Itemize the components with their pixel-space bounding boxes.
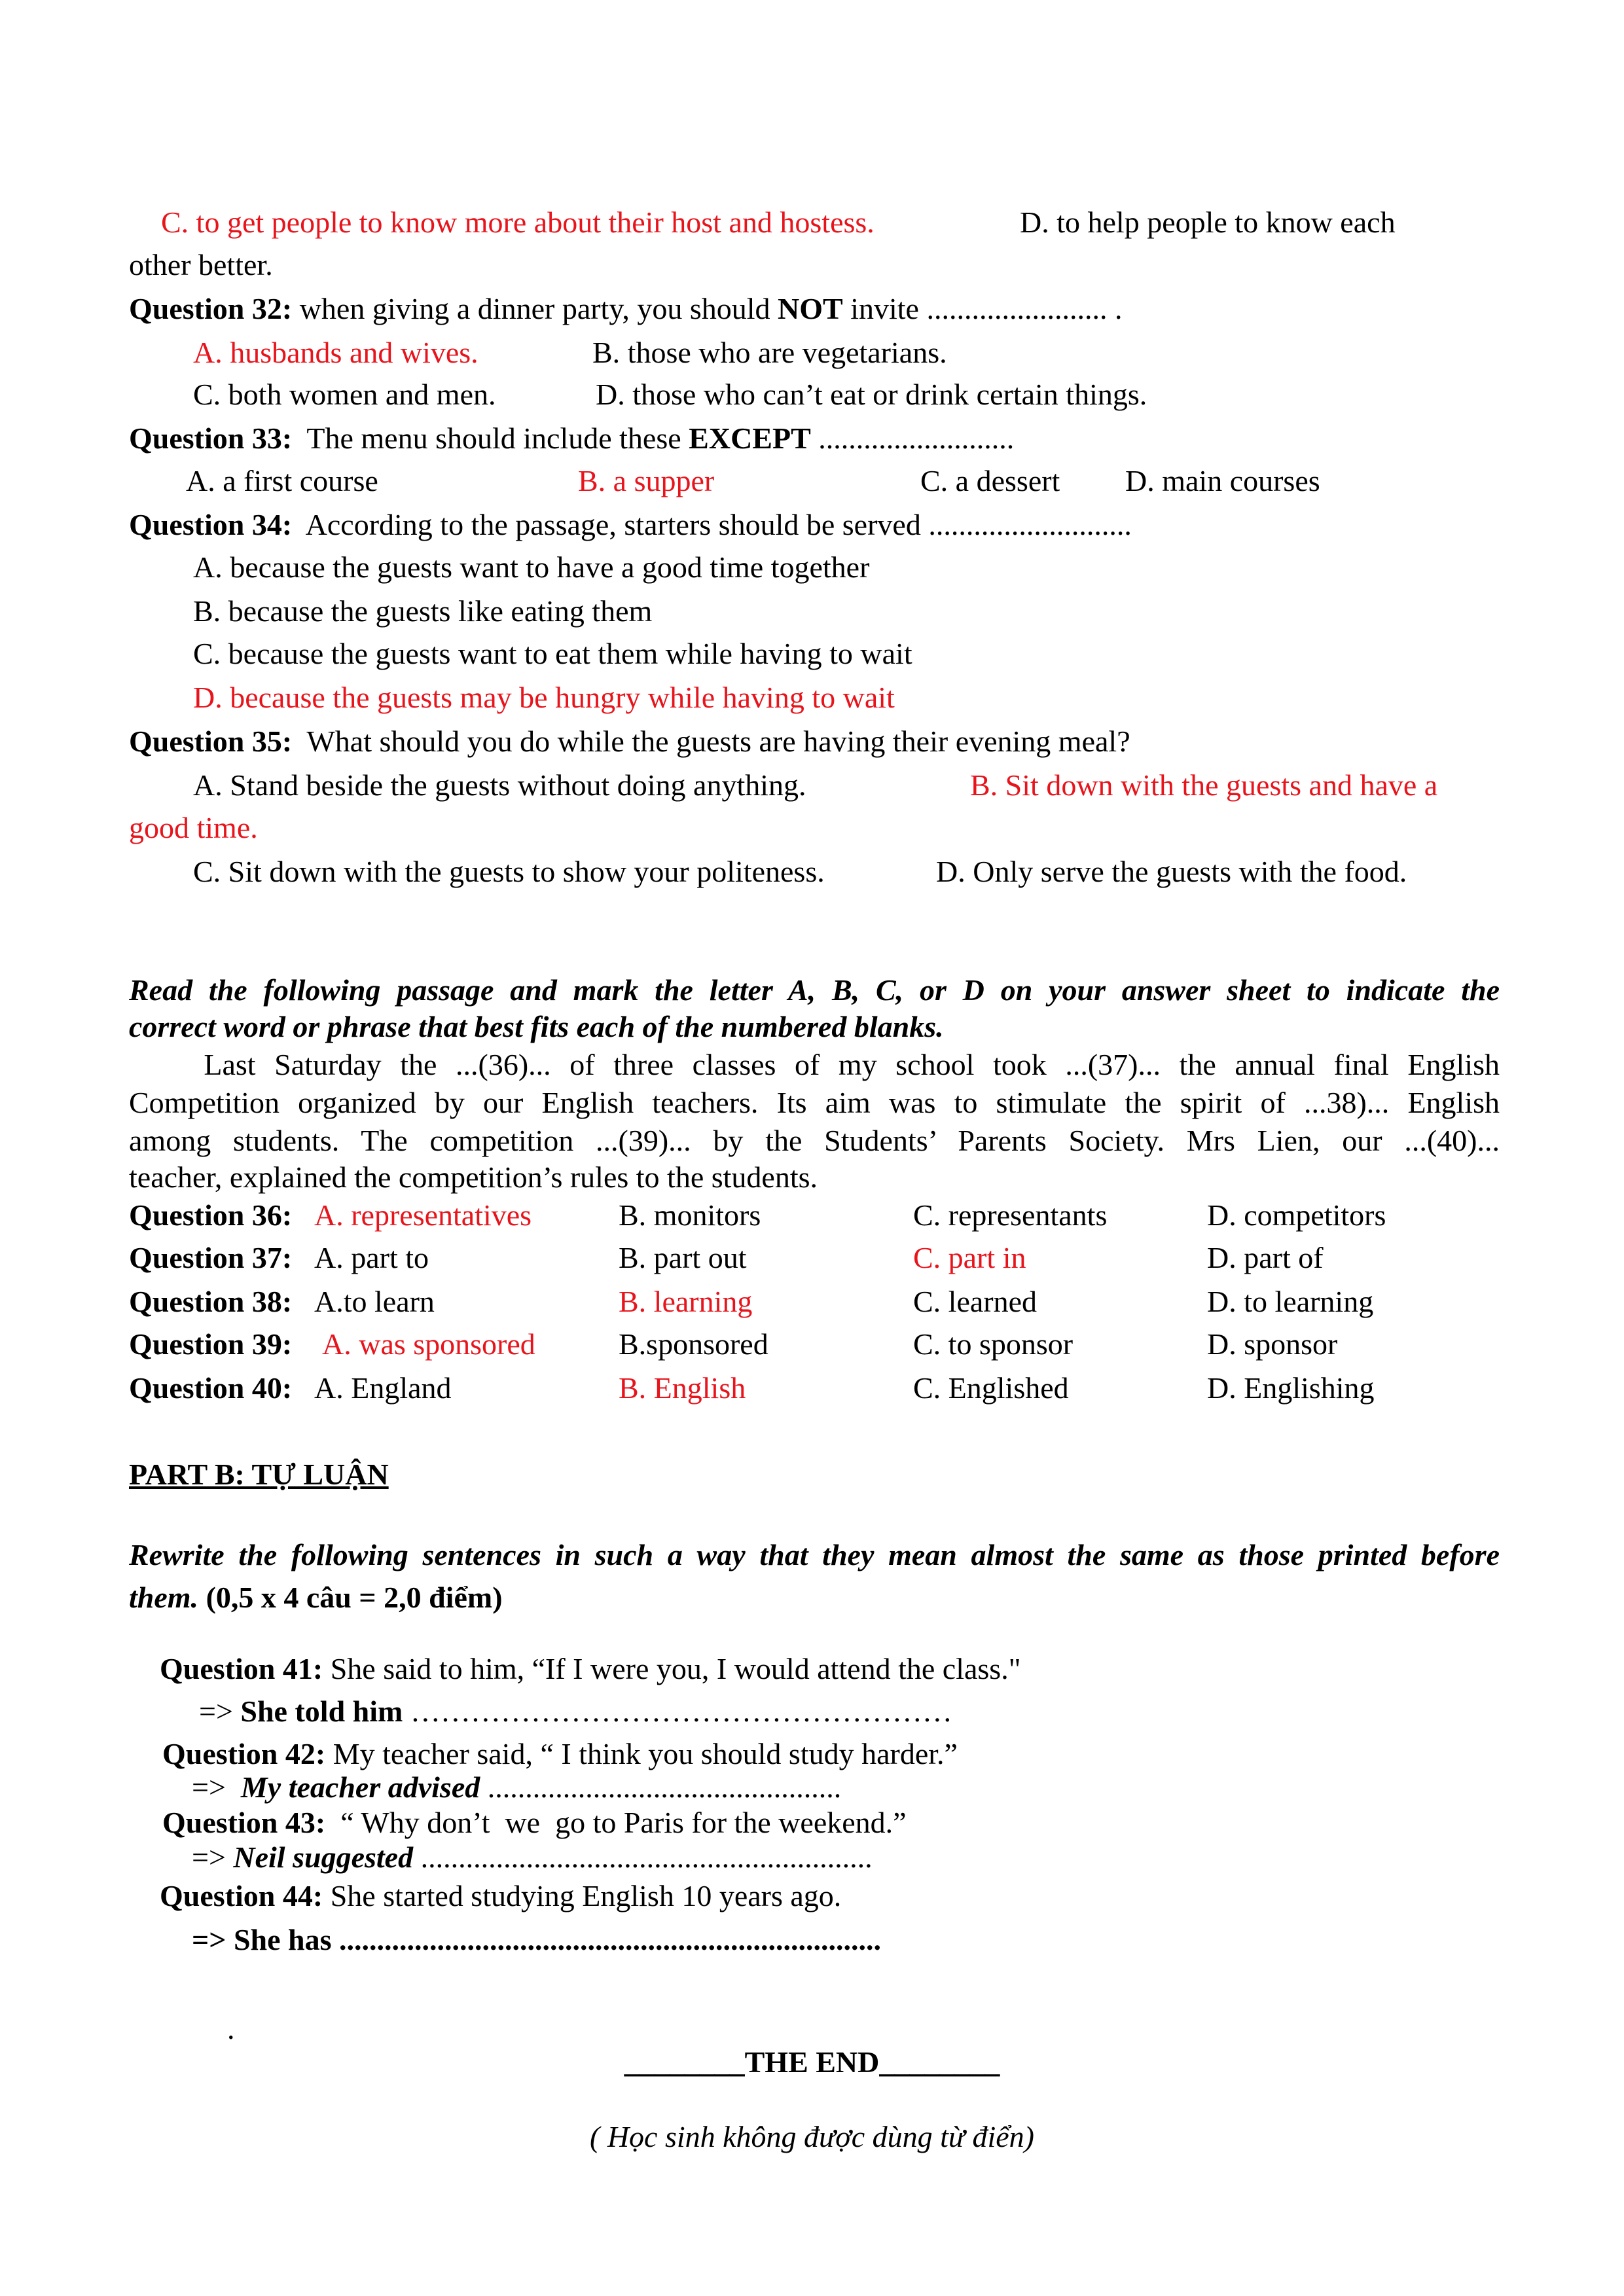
cloze-option-d: D. Englishing xyxy=(1207,1371,1375,1405)
cloze-question-label: Question 38: xyxy=(129,1285,293,1318)
q35-option-b: B. Sit down with the guests and have a xyxy=(970,768,1438,802)
cloze-option-c: C. learned xyxy=(913,1285,1038,1318)
passage-instruction: Read the following passage and mark the letter A, B, C, or D on your answer sheet to indicate the xyxy=(129,973,1500,1007)
passage-line: Competition organized by our English teachers. Its aim was to stimulate the spirit of ...38)... English xyxy=(129,1086,1500,1119)
q32-option-a: A. husbands and wives. xyxy=(193,336,478,369)
q42-answer-line: => My teacher advised ............................................... xyxy=(192,1770,842,1804)
q41-answer-line: => She told him ……………………………………………… xyxy=(199,1695,952,1728)
q34-option-a: A. because the guests want to have a good time together xyxy=(193,550,870,584)
q35-stem: Question 35: What should you do while the guests are having their evening meal? xyxy=(129,725,1130,758)
q33-option-a: A. a first course xyxy=(186,464,378,497)
the-end: ________THE END________ xyxy=(624,2045,1000,2079)
q31-option-d-cont: other better. xyxy=(129,248,273,281)
passage-line: among students. The competition ...(39)... by the Students’ Parents Society. Mrs Lien, our ...(40)... xyxy=(129,1124,1500,1157)
q32-option-b: B. those who are vegetarians. xyxy=(592,336,947,369)
cloze-option-c: C. part in xyxy=(913,1241,1026,1274)
q32-label: Question 32: xyxy=(129,292,293,325)
cloze-question-label: Question 36: xyxy=(129,1198,293,1232)
passage-instruction-cont: correct word or phrase that best fits each of the numbered blanks. xyxy=(129,1010,944,1043)
cloze-option-b: B. English xyxy=(619,1371,746,1405)
cloze-option-c: C. representants xyxy=(913,1198,1108,1232)
cloze-option-c: C. to sponsor xyxy=(913,1327,1074,1361)
passage-line: teacher, explained the competition’s rules to the students. xyxy=(129,1160,818,1194)
q44-stem: Question 44: She started studying English 10 years ago. xyxy=(160,1879,842,1912)
q34-option-d: D. because the guests may be hungry while having to wait xyxy=(193,681,895,714)
q32-option-c: C. both women and men. xyxy=(193,378,496,411)
cloze-question-label: Question 37: xyxy=(129,1241,293,1274)
q41-stem: Question 41: She said to him, “If I were you, I would attend the class." xyxy=(160,1652,1021,1685)
q44-answer-line: => She has ........................................................................ xyxy=(192,1923,882,1956)
passage-line: Last Saturday the ...(36)... of three classes of my school took ...(37)... the annual final English xyxy=(129,1048,1500,1081)
cloze-option-d: D. to learning xyxy=(1207,1285,1374,1318)
cloze-option-a: A. England xyxy=(314,1371,452,1405)
q42-stem: Question 42: My teacher said, “ I think you should study harder.” xyxy=(162,1737,958,1770)
cloze-option-d: D. part of xyxy=(1207,1241,1324,1274)
cloze-option-a: A. part to xyxy=(314,1241,429,1274)
q43-stem: Question 43: “ Why don’t we go to Paris for the weekend.” xyxy=(162,1806,907,1839)
q34-option-c: C. because the guests want to eat them while having to wait xyxy=(193,637,912,670)
cloze-option-a: A. was sponsored xyxy=(322,1327,535,1361)
cloze-option-b: B.sponsored xyxy=(619,1327,768,1361)
q33-option-d: D. main courses xyxy=(1125,464,1320,497)
q43-answer-line: => Neil suggested ............................................................ xyxy=(192,1840,873,1874)
part-b-title: PART B: TỰ LUẬN xyxy=(129,1458,389,1491)
q33-stem: Question 33: The menu should include these EXCEPT .......................... xyxy=(129,422,1015,455)
q35-option-c: C. Sit down with the guests to show your politeness. xyxy=(193,855,825,888)
cloze-option-c: C. Englished xyxy=(913,1371,1069,1405)
cloze-option-b: B. monitors xyxy=(619,1198,761,1232)
q31-option-c: C. to get people to know more about their host and hostess. xyxy=(161,206,875,239)
q35-option-a: A. Stand beside the guests without doing anything. xyxy=(193,768,806,802)
cloze-option-d: D. competitors xyxy=(1207,1198,1386,1232)
part-b-instruction-cont: them. (0,5 x 4 câu = 2,0 điểm) xyxy=(129,1581,503,1614)
q34-stem: Question 34: According to the passage, starters should be served ........................... xyxy=(129,508,1132,541)
q32-stem: Question 32: when giving a dinner party, you should NOT invite ........................ . xyxy=(129,292,1123,325)
cloze-option-a: A.to learn xyxy=(314,1285,435,1318)
q33-option-c: C. a dessert xyxy=(920,464,1060,497)
cloze-option-d: D. sponsor xyxy=(1207,1327,1338,1361)
cloze-option-a: A. representatives xyxy=(314,1198,532,1232)
cloze-option-b: B. learning xyxy=(619,1285,753,1318)
cloze-question-label: Question 40: xyxy=(129,1371,293,1405)
q35-option-b-cont: good time. xyxy=(129,811,258,844)
q31-option-d: D. to help people to know each xyxy=(1020,206,1396,239)
q32-option-d: D. those who can’t eat or drink certain things. xyxy=(596,378,1147,411)
cloze-option-b: B. part out xyxy=(619,1241,747,1274)
stray-dot: . xyxy=(227,2012,235,2045)
footer-note: ( Học sinh không được dùng từ điển) xyxy=(590,2120,1034,2153)
q35-option-d: D. Only serve the guests with the food. xyxy=(936,855,1407,888)
part-b-instruction: Rewrite the following sentences in such a way that they mean almost the same as those printed before xyxy=(129,1538,1500,1571)
cloze-question-label: Question 39: xyxy=(129,1327,293,1361)
q33-option-b: B. a supper xyxy=(578,464,715,497)
q34-option-b: B. because the guests like eating them xyxy=(193,594,653,628)
